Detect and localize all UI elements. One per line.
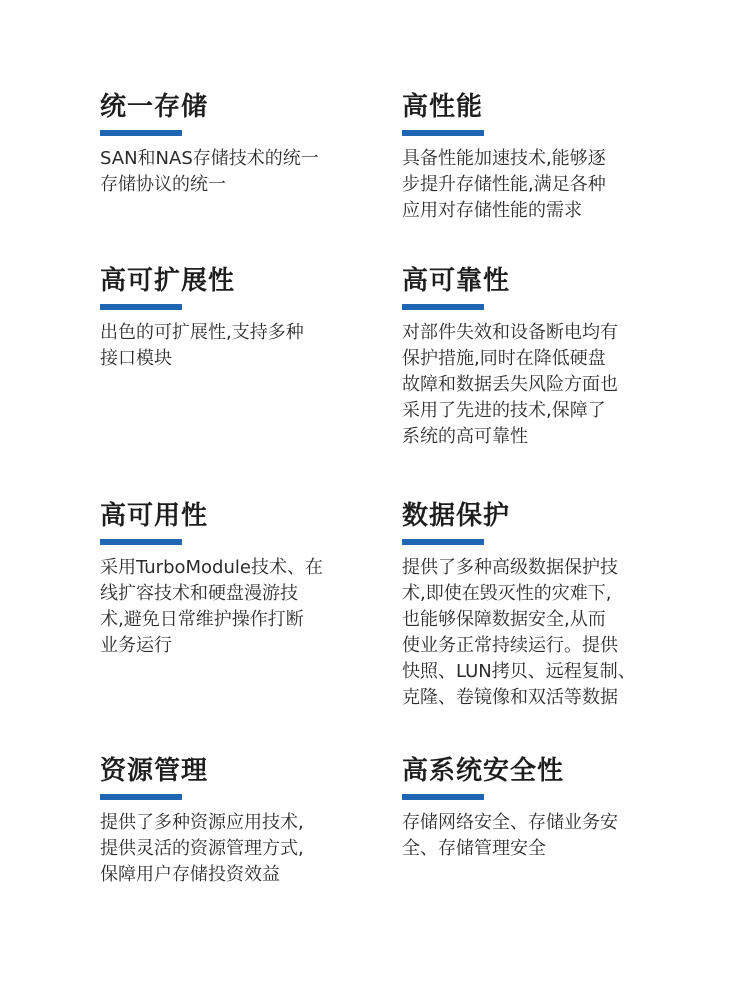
title-underline	[100, 130, 182, 136]
feature-high-reliability	[402, 264, 662, 447]
title-underline	[402, 539, 484, 545]
feature-title: 高可靠性	[402, 266, 511, 296]
title-underline	[402, 304, 484, 310]
feature-high-scalability	[100, 264, 360, 369]
feature-title: 数据保护	[402, 501, 511, 531]
feature-title: 统一存储	[100, 92, 209, 122]
feature-data-protection	[402, 499, 662, 708]
feature-description: 出色的可扩展性,支持多种 接口模块	[100, 322, 304, 369]
feature-resource-management	[100, 754, 360, 885]
feature-system-security	[402, 754, 662, 859]
title-underline	[100, 304, 182, 310]
feature-description: 采用TurboModule技术、在 线扩容技术和硬盘漫游技 术,避免日常维护操作打断 业务运行	[100, 557, 323, 656]
title-underline	[100, 794, 182, 800]
title-underline	[100, 539, 182, 545]
feature-title: 高可扩展性	[100, 266, 236, 296]
feature-title: 高系统安全性	[402, 756, 565, 786]
feature-title: 高性能	[402, 92, 484, 122]
feature-description: 存储网络安全、存储业务安 全、存储管理安全	[402, 812, 618, 859]
title-underline	[402, 130, 484, 136]
title-underline	[402, 794, 484, 800]
feature-high-availability	[100, 499, 360, 656]
feature-high-performance	[402, 90, 662, 221]
feature-description: SAN和NAS存储技术的统一 存储协议的统一	[100, 148, 319, 195]
feature-description: 提供了多种高级数据保护技 术,即使在毁灭性的灾难下, 也能够保障数据安全,从而 使业务正常持续运行。提供 快照、LUN拷贝、远程复制、 克隆、卷镜像和双活等数据	[402, 557, 636, 708]
feature-unified-storage	[100, 90, 360, 195]
feature-description: 具备性能加速技术,能够逐 步提升存储性能,满足各种 应用对存储性能的需求	[402, 148, 606, 221]
feature-title: 资源管理	[100, 756, 209, 786]
feature-description: 提供了多种资源应用技术, 提供灵活的资源管理方式, 保障用户存储投资效益	[100, 812, 304, 885]
feature-title: 高可用性	[100, 501, 209, 531]
feature-description: 对部件失效和设备断电均有 保护措施,同时在降低硬盘 故障和数据丢失风险方面也 采用了先进的技术,保障了 系统的高可靠性	[402, 322, 618, 447]
